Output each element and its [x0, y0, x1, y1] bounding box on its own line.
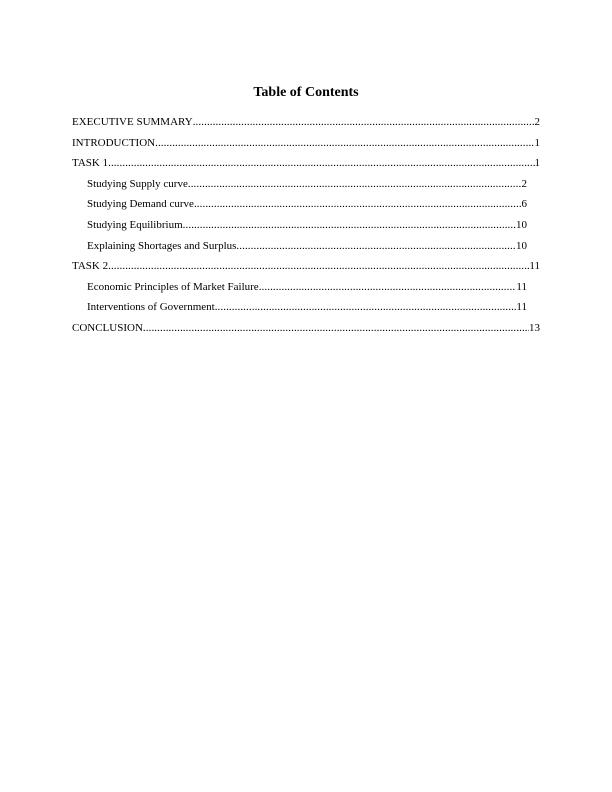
toc-entry-demand-curve[interactable] [72, 197, 527, 218]
toc-entry-shortages-surplus[interactable] [72, 239, 527, 260]
toc-title: Table of Contents [253, 85, 359, 100]
toc-entry-page: 1 [534, 136, 540, 149]
toc-entry-label: Studying Supply curve [87, 177, 188, 190]
toc-entry-supply-curve[interactable] [72, 177, 527, 198]
dot-leader [183, 218, 516, 232]
dot-leader [193, 115, 535, 129]
toc-entry-task-1[interactable] [72, 156, 540, 177]
toc-entry-label: EXECUTIVE SUMMARY [72, 116, 193, 128]
toc-entry-page: 11 [516, 301, 527, 314]
toc-entry-market-failure[interactable] [72, 280, 527, 301]
toc-entry-page: 11 [529, 260, 540, 273]
dot-leader [155, 136, 534, 150]
toc-entry-label: Interventions of Government [87, 301, 215, 314]
dot-leader [259, 280, 517, 294]
toc-entry-equilibrium[interactable] [72, 218, 527, 239]
toc-entry-page: 13 [529, 321, 540, 334]
toc-entry-label: TASK 1 [72, 157, 109, 170]
toc-entry-page: 10 [516, 239, 527, 252]
toc-entry-task-2[interactable] [72, 259, 540, 280]
toc-entry-government-interventions[interactable] [72, 300, 527, 321]
dot-leader [108, 156, 534, 170]
dot-leader [188, 177, 522, 191]
toc-entry-conclusion[interactable] [72, 321, 540, 342]
toc-list [72, 115, 542, 342]
dot-leader [215, 300, 517, 314]
toc-entry-page: 6 [521, 198, 527, 211]
dot-leader [143, 321, 529, 335]
toc-entry-label: INTRODUCTION [72, 136, 156, 149]
toc-entry-label: Explaining Shortages and Surplus [87, 239, 237, 252]
toc-entry-page: 1 [534, 157, 540, 170]
toc-entry-page: 2 [534, 116, 540, 128]
dot-leader [194, 197, 522, 211]
toc-entry-introduction[interactable] [72, 136, 540, 157]
toc-entry-executive-summary[interactable] [72, 115, 540, 136]
toc-entry-label: TASK 2 [72, 260, 109, 273]
toc-entry-page: 11 [516, 280, 527, 293]
toc-entry-label: Studying Equilibrium [87, 218, 183, 231]
toc-entry-label: CONCLUSION [72, 321, 143, 334]
dot-leader [236, 239, 516, 253]
toc-entry-page: 2 [521, 177, 527, 190]
toc-entry-label: Economic Principles of Market Failure [87, 280, 259, 293]
dot-leader [108, 259, 529, 273]
toc-entry-page: 10 [516, 218, 527, 231]
toc-entry-label: Studying Demand curve [87, 198, 194, 211]
